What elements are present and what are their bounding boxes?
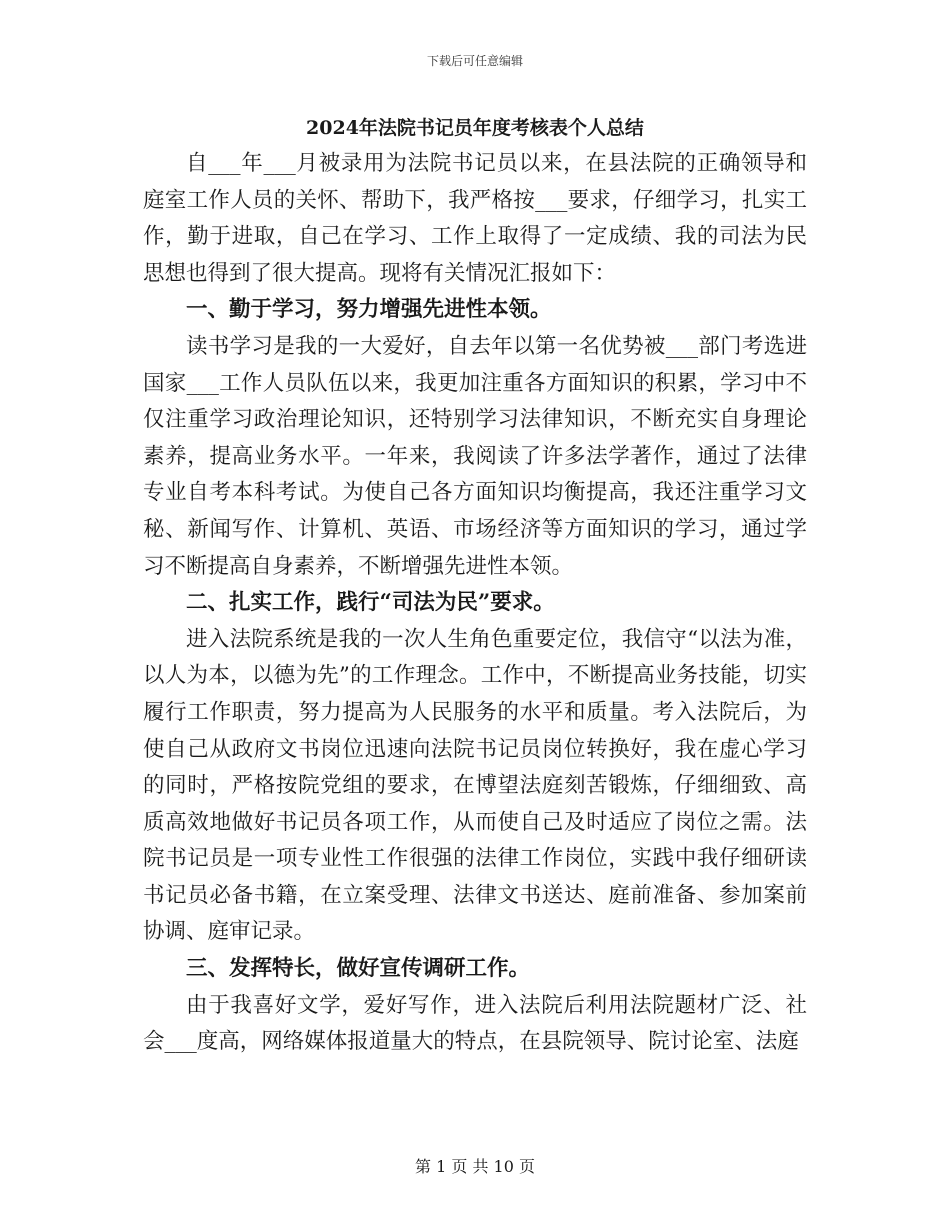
page-number: 第 1 页 共 10 页 [415,1157,535,1176]
paragraph-work: 进入法院系统是我的一次人生角色重要定位，我信守“以法为准，以人为本，以德为先”的工作理念。工作中，不断提高业务技能，切实履行工作职责，努力提高为人民服务的水平和质量。考入法院后，为使自己从政府文书岗位迅速向法院书记员岗位转换好，我在虚心学习的同时，严格按院党组的要求，在博望法庭刻苦锻炼，仔细细致、高质高效地做好书记员各项工作，从而使自己及时适应了岗位之需。法院书记员是一项专业性工作很强的法律工作岗位，实践中我仔细研读书记员必备书籍，在立案受理、法律文书送达、庭前准备、参加案前协调、庭审记录。 [143,626,807,945]
page-header-note: 下载后可任意编辑 [426,54,523,68]
paragraph-intro: 自___年___月被录用为法院书记员以来，在县法院的正确领导和庭室工作人员的关怀、帮助下，我严格按___要求，仔细学习，扎实工作，勤于进取，自己在学习、工作上取得了一定成绩、我的司法为民思想也得到了很大提高。现将有关情况汇报如下： [143,151,807,286]
section-heading-3: 三、发挥特长，做好宣传调研工作。 [186,956,531,982]
section-heading-1: 一、勤于学习，努力增强先进性本领。 [186,297,552,323]
document-body [143,146,807,1061]
paragraph-study: 读书学习是我的一大爱好，自去年以第一名优势被___部门考选进国家___工作人员队伍以来，我更加注重各方面知识的积累，学习中不仅注重学习政治理论知识，还特别学习法律知识，不断充实自身理论素养，提高业务水平。一年来，我阅读了许多法学著作，通过了法律专业自考本科考试。为使自己各方面知识均衡提高，我还注重学习文秘、新闻写作、计算机、英语、市场经济等方面知识的学习，通过学习不断提高自身素养，不断增强先进性本领。 [143,333,807,579]
paragraph-publicity: 由于我喜好文学，爱好写作，进入法院后利用法院题材广泛、社会___度高，网络媒体报道量大的特点，在县院领导、院讨论室、法庭 [143,992,807,1055]
section-heading-2: 二、扎实工作，践行“司法为民”要求。 [186,590,555,616]
document-title: 2024年法院书记员年度考核表个人总结 [306,117,644,139]
